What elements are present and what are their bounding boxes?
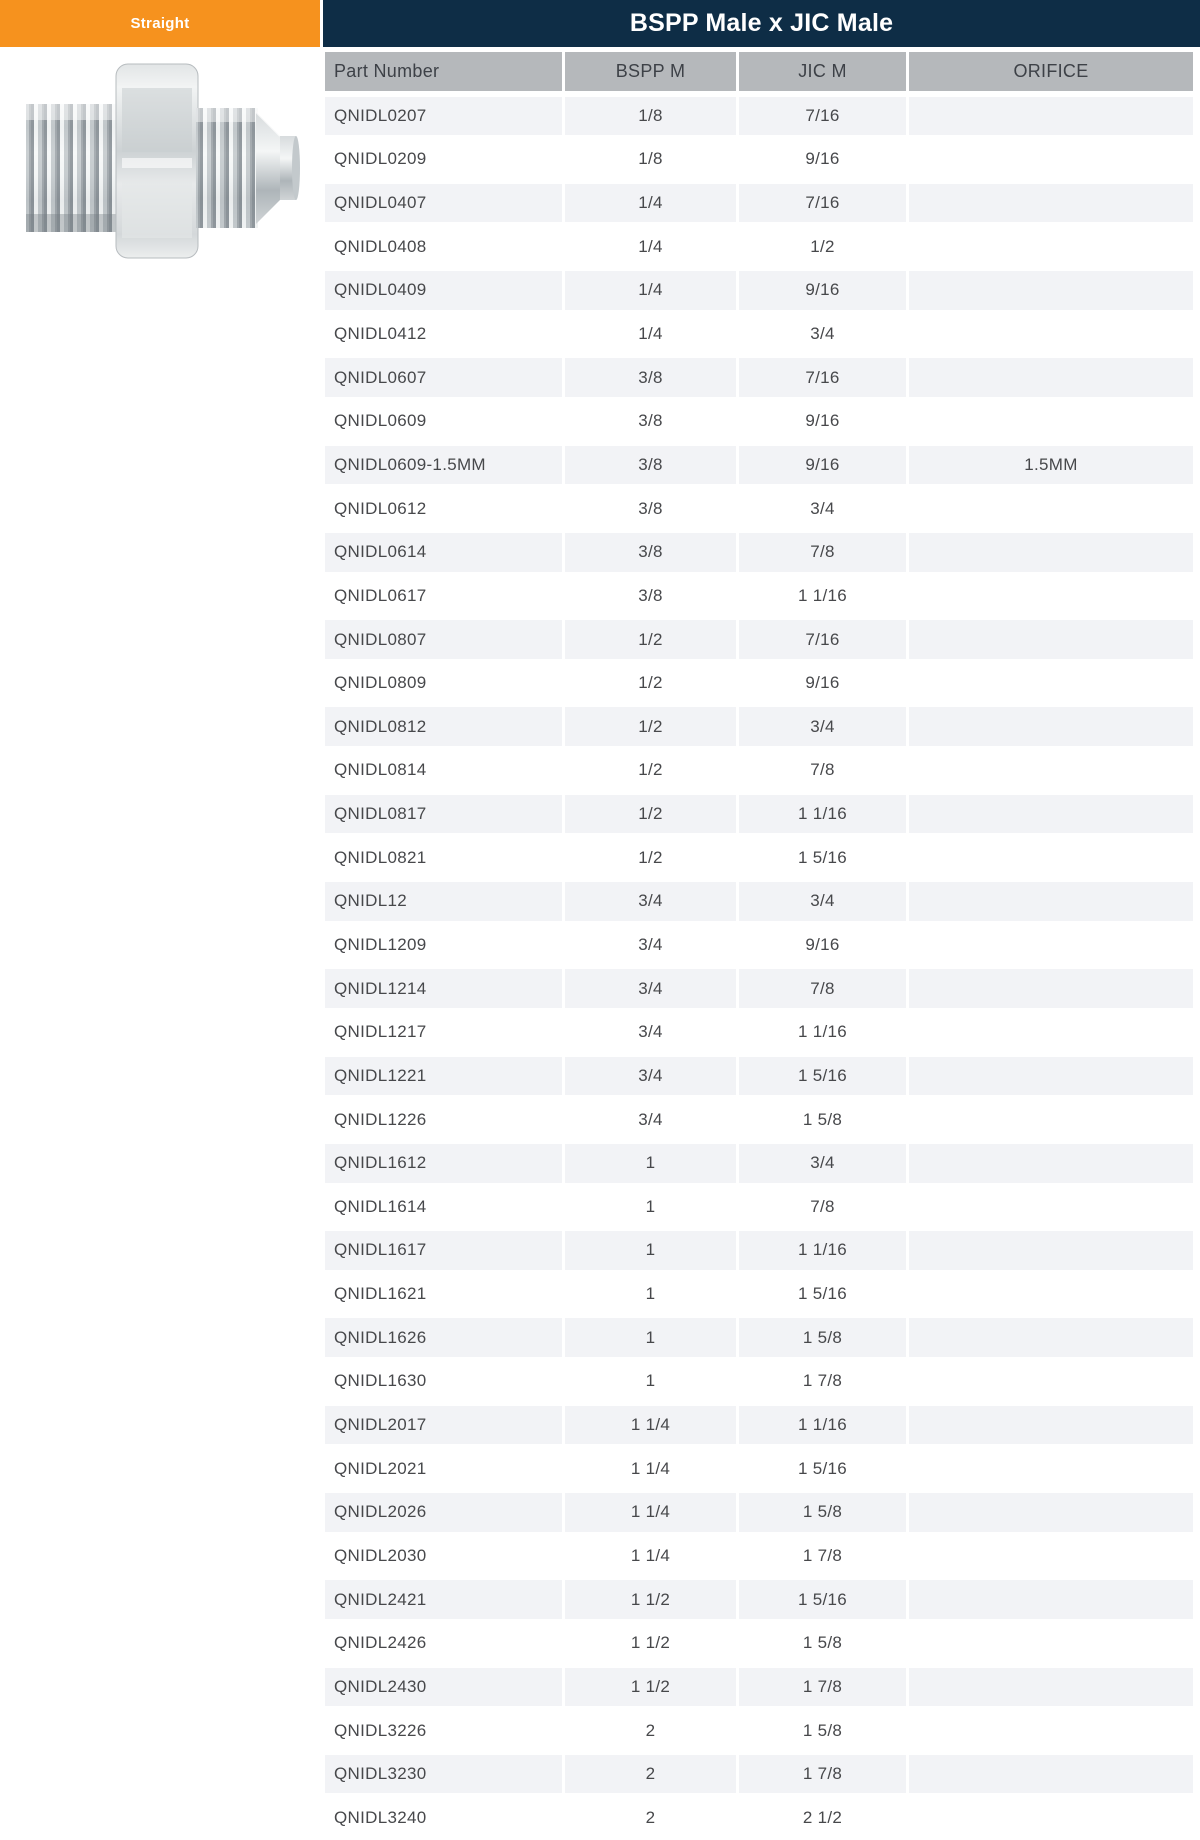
jic-m-cell: 1 1/16 [739,1231,906,1270]
table-row [325,1534,1193,1578]
part-number-cell: QNIDL0807 [325,620,562,659]
part-number-cell: QNIDL0407 [325,184,562,223]
jic-m-cell: 1 7/8 [739,1755,906,1794]
orifice-cell [909,577,1193,616]
table-row [325,94,1193,138]
orifice-cell [909,1406,1193,1445]
part-number-cell: QNIDL2021 [325,1449,562,1488]
bspp-m-cell: 1/8 [565,97,736,136]
bspp-m-cell: 3/8 [565,577,736,616]
orifice-cell [909,1318,1193,1357]
part-number-cell: QNIDL0612 [325,489,562,528]
part-number-cell: QNIDL1221 [325,1057,562,1096]
title-bar [323,0,1200,47]
table-body [325,94,1193,1840]
part-number-cell: QNIDL1612 [325,1144,562,1183]
jic-m-cell: 1 5/16 [739,838,906,877]
jic-m-cell: 1 5/16 [739,1449,906,1488]
jic-m-cell: 7/8 [739,1188,906,1227]
orifice-cell [909,1449,1193,1488]
page-title: BSPP Male x JIC Male [629,9,894,37]
part-number-cell: QNIDL0207 [325,97,562,136]
orifice-cell [909,1188,1193,1227]
bspp-m-cell: 1/4 [565,315,736,354]
jic-m-cell: 9/16 [739,664,906,703]
table-row [325,269,1193,313]
part-number-cell: QNIDL2430 [325,1668,562,1707]
table-row [325,574,1193,618]
part-number-cell: QNIDL12 [325,882,562,921]
jic-m-cell: 1 7/8 [739,1537,906,1576]
table-row [325,1054,1193,1098]
orifice-cell [909,1100,1193,1139]
orifice-cell [909,1580,1193,1619]
part-number-cell: QNIDL1209 [325,926,562,965]
part-number-cell: QNIDL0817 [325,795,562,834]
table-row [325,1447,1193,1491]
category-badge-label: Straight [130,15,190,32]
category-badge [0,0,320,47]
table-row [325,1709,1193,1753]
table-row [325,356,1193,400]
fittings-table [325,52,1193,1827]
column-header-orifice: ORIFICE [909,52,1193,91]
jic-m-cell: 7/16 [739,97,906,136]
bspp-m-cell: 3/4 [565,969,736,1008]
jic-m-cell: 2 1/2 [739,1798,906,1837]
orifice-cell [909,1493,1193,1532]
part-number-cell: QNIDL0609 [325,402,562,441]
table-row [325,138,1193,182]
jic-m-cell: 1 7/8 [739,1362,906,1401]
table-row [325,530,1193,574]
orifice-cell [909,926,1193,965]
table-row [325,443,1193,487]
part-number-cell: QNIDL0812 [325,707,562,746]
bspp-m-cell: 1/8 [565,140,736,179]
bspp-m-cell: 1/2 [565,751,736,790]
table-row [325,487,1193,531]
part-number-cell: QNIDL0614 [325,533,562,572]
part-number-cell: QNIDL1226 [325,1100,562,1139]
bspp-m-cell: 1 [565,1275,736,1314]
table-row [325,967,1193,1011]
orifice-cell [909,1668,1193,1707]
part-number-cell: QNIDL2426 [325,1624,562,1663]
table-row [325,661,1193,705]
table-row [325,181,1193,225]
part-number-cell: QNIDL0408 [325,227,562,266]
table-row [325,618,1193,662]
jic-m-cell: 1 5/8 [739,1493,906,1532]
jic-m-cell: 3/4 [739,707,906,746]
part-number-cell: QNIDL0412 [325,315,562,354]
product-image [18,62,302,260]
orifice-cell [909,1144,1193,1183]
table-row [325,705,1193,749]
bspp-m-cell: 1/2 [565,795,736,834]
orifice-cell [909,1755,1193,1794]
table-row [325,1360,1193,1404]
orifice-cell [909,707,1193,746]
jic-m-cell: 9/16 [739,271,906,310]
bspp-m-cell: 1 1/4 [565,1406,736,1445]
orifice-cell [909,1537,1193,1576]
bspp-m-cell: 3/4 [565,882,736,921]
table-row [325,836,1193,880]
table-row [325,1752,1193,1796]
jic-m-cell: 7/8 [739,751,906,790]
part-number-cell: QNIDL3240 [325,1798,562,1837]
part-number-cell: QNIDL0821 [325,838,562,877]
part-number-cell: QNIDL3230 [325,1755,562,1794]
table-row [325,1010,1193,1054]
orifice-cell [909,271,1193,310]
column-header-part-number: Part Number [325,52,562,91]
part-number-cell: QNIDL0607 [325,358,562,397]
bspp-m-cell: 1 1/4 [565,1449,736,1488]
jic-m-cell: 3/4 [739,882,906,921]
orifice-cell [909,1624,1193,1663]
part-number-cell: QNIDL1626 [325,1318,562,1357]
table-row [325,1491,1193,1535]
table-row [325,880,1193,924]
bspp-m-cell: 1/2 [565,707,736,746]
jic-m-cell: 3/4 [739,1144,906,1183]
jic-m-cell: 9/16 [739,446,906,485]
bspp-m-cell: 3/4 [565,1057,736,1096]
orifice-cell [909,882,1193,921]
orifice-cell [909,1275,1193,1314]
table-row [325,923,1193,967]
bspp-m-cell: 1 1/2 [565,1668,736,1707]
bspp-m-cell: 1 1/2 [565,1624,736,1663]
table-row [325,1796,1193,1840]
orifice-cell [909,1711,1193,1750]
orifice-cell [909,751,1193,790]
jic-m-cell: 3/4 [739,489,906,528]
table-row [325,1272,1193,1316]
jic-m-cell: 1 5/8 [739,1100,906,1139]
part-number-cell: QNIDL0609-1.5MM [325,446,562,485]
bspp-m-cell: 1/4 [565,271,736,310]
orifice-cell [909,533,1193,572]
orifice-cell [909,1798,1193,1837]
bspp-m-cell: 1 [565,1318,736,1357]
jic-m-cell: 1 5/8 [739,1711,906,1750]
jic-m-cell: 1 7/8 [739,1668,906,1707]
table-row [325,1403,1193,1447]
orifice-cell [909,1057,1193,1096]
jic-m-cell: 7/16 [739,358,906,397]
part-number-cell: QNIDL1621 [325,1275,562,1314]
orifice-cell [909,315,1193,354]
table-row [325,1665,1193,1709]
table-row [325,749,1193,793]
part-number-cell: QNIDL0409 [325,271,562,310]
part-number-cell: QNIDL2017 [325,1406,562,1445]
table-row [325,312,1193,356]
bspp-m-cell: 2 [565,1711,736,1750]
table-row [325,1229,1193,1273]
bspp-m-cell: 3/8 [565,533,736,572]
orifice-cell [909,1013,1193,1052]
jic-m-cell: 7/16 [739,620,906,659]
orifice-cell [909,358,1193,397]
orifice-cell [909,838,1193,877]
jic-m-cell: 1 1/16 [739,577,906,616]
bspp-m-cell: 1 [565,1144,736,1183]
bspp-m-cell: 3/4 [565,1100,736,1139]
orifice-cell [909,620,1193,659]
jic-m-cell: 1 1/16 [739,1013,906,1052]
part-number-cell: QNIDL3226 [325,1711,562,1750]
bspp-m-cell: 3/8 [565,358,736,397]
orifice-cell [909,969,1193,1008]
bspp-m-cell: 1 [565,1188,736,1227]
bspp-m-cell: 1/2 [565,838,736,877]
jic-m-cell: 1 5/8 [739,1624,906,1663]
table-row [325,1141,1193,1185]
table-row [325,399,1193,443]
bspp-m-cell: 2 [565,1755,736,1794]
orifice-cell [909,97,1193,136]
bspp-m-cell: 1 1/4 [565,1537,736,1576]
jic-m-cell: 1/2 [739,227,906,266]
bspp-m-cell: 1 1/2 [565,1580,736,1619]
part-number-cell: QNIDL1214 [325,969,562,1008]
part-number-cell: QNIDL1617 [325,1231,562,1270]
bspp-m-cell: 1 [565,1231,736,1270]
jic-m-cell: 9/16 [739,140,906,179]
part-number-cell: QNIDL2026 [325,1493,562,1532]
jic-m-cell: 1 5/8 [739,1318,906,1357]
part-number-cell: QNIDL0809 [325,664,562,703]
orifice-cell [909,489,1193,528]
bspp-m-cell: 1/4 [565,227,736,266]
part-number-cell: QNIDL0814 [325,751,562,790]
bspp-m-cell: 1/4 [565,184,736,223]
orifice-cell: 1.5MM [909,446,1193,485]
jic-m-cell: 3/4 [739,315,906,354]
bspp-m-cell: 1/2 [565,664,736,703]
table-row [325,225,1193,269]
bspp-m-cell: 3/4 [565,1013,736,1052]
jic-m-cell: 9/16 [739,926,906,965]
jic-m-cell: 1 5/16 [739,1057,906,1096]
jic-m-cell: 7/16 [739,184,906,223]
part-number-cell: QNIDL1614 [325,1188,562,1227]
table-row [325,1098,1193,1142]
part-number-cell: QNIDL1217 [325,1013,562,1052]
table-row [325,1316,1193,1360]
part-number-cell: QNIDL2421 [325,1580,562,1619]
orifice-cell [909,1362,1193,1401]
orifice-cell [909,140,1193,179]
orifice-cell [909,184,1193,223]
part-number-cell: QNIDL1630 [325,1362,562,1401]
orifice-cell [909,795,1193,834]
table-row [325,1185,1193,1229]
bspp-m-cell: 3/8 [565,402,736,441]
jic-m-cell: 9/16 [739,402,906,441]
orifice-cell [909,1231,1193,1270]
bspp-m-cell: 1 1/4 [565,1493,736,1532]
table-row [325,792,1193,836]
straight-fitting-image [18,62,302,260]
part-number-cell: QNIDL0209 [325,140,562,179]
bspp-m-cell: 3/4 [565,926,736,965]
bspp-m-cell: 1/2 [565,620,736,659]
orifice-cell [909,664,1193,703]
bspp-m-cell: 3/8 [565,489,736,528]
jic-m-cell: 1 5/16 [739,1580,906,1619]
part-number-cell: QNIDL2030 [325,1537,562,1576]
orifice-cell [909,227,1193,266]
bspp-m-cell: 3/8 [565,446,736,485]
jic-m-cell: 1 1/16 [739,795,906,834]
table-row [325,1621,1193,1665]
jic-m-cell: 7/8 [739,533,906,572]
bspp-m-cell: 2 [565,1798,736,1837]
jic-m-cell: 1 1/16 [739,1406,906,1445]
jic-m-cell: 1 5/16 [739,1275,906,1314]
column-header-jic-m: JIC M [739,52,906,91]
orifice-cell [909,402,1193,441]
column-header-bspp-m: BSPP M [565,52,736,91]
table-row [325,1578,1193,1622]
table-header-row [325,52,1193,91]
part-number-cell: QNIDL0617 [325,577,562,616]
jic-m-cell: 7/8 [739,969,906,1008]
bspp-m-cell: 1 [565,1362,736,1401]
